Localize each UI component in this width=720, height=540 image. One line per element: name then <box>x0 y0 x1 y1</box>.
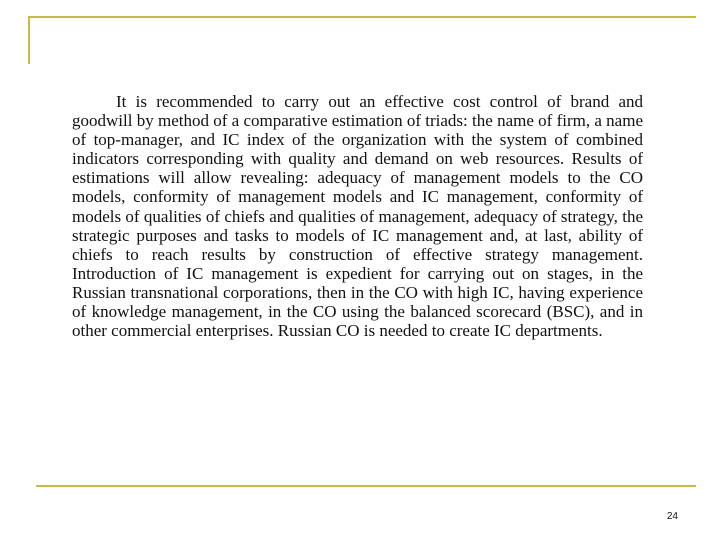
footer-divider <box>36 485 696 487</box>
frame-top-line <box>28 16 696 18</box>
frame-left-line <box>28 16 30 64</box>
page-number: 24 <box>666 511 678 522</box>
body-paragraph: It is recommended to carry out an effective cost control of brand and goodwill by method of a comparative estimation of triads: the name of firm, a name of top-manager, and IC index of the organization with the system of combined indicators corresponding with quality and demand on web resources. Results of estimations will allow revealing: adequacy of management models to the CO models, conformity of management models and IC management, conformity of models of qualities of chiefs and qualities of management, adequacy of strategy, the strategic purposes and tasks to models of IC management and, at last, ability of chiefs to reach results by construction of effective strategy management. Introduction of IC management is expedient for carrying out on stages, in the Russian transnational corporations, then in the CO with high IC, having experience of knowledge management, in the CO using the balanced scorecard (BSC), and in other commercial enterprises. Russian CO is needed to create IC departments. <box>72 92 643 341</box>
